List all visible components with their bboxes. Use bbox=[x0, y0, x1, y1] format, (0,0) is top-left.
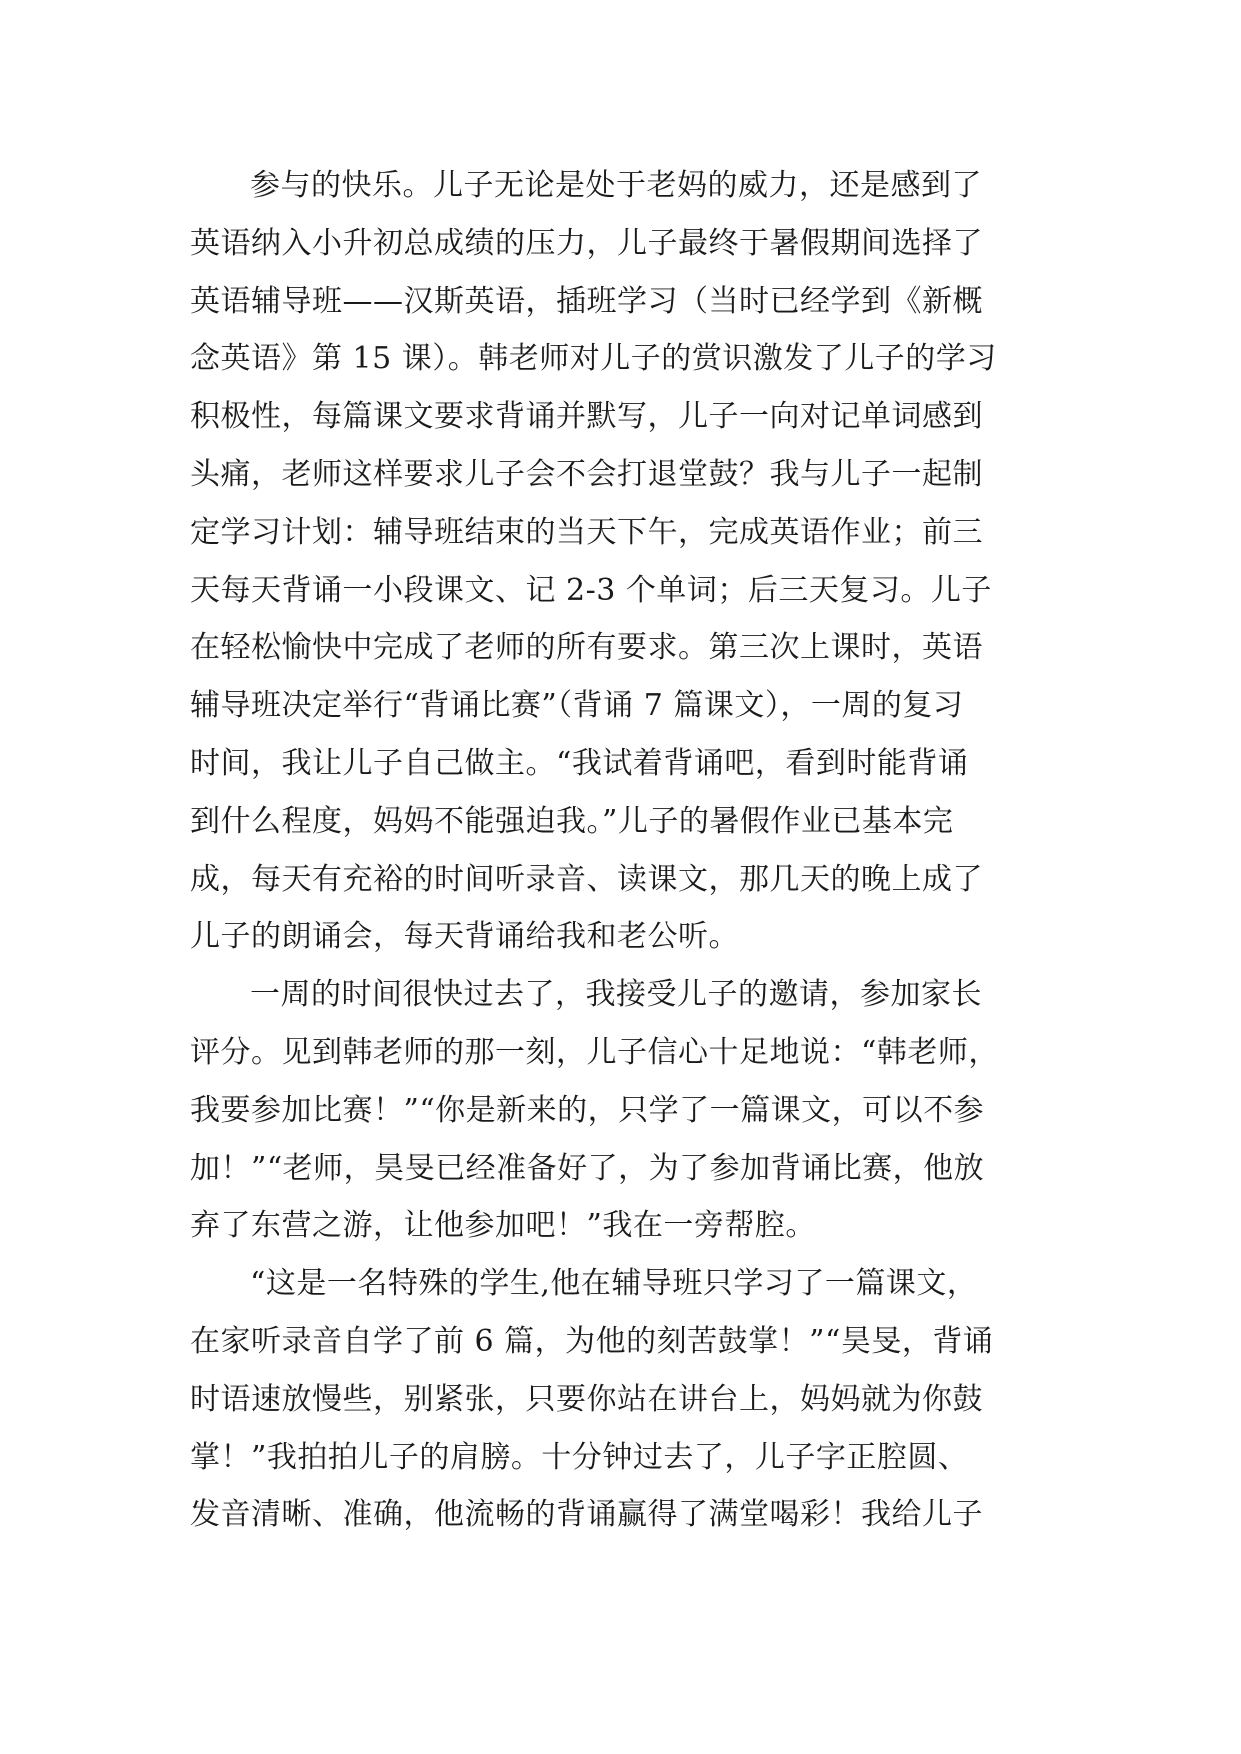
text-line: 发音清晰、准确，他流畅的背诵赢得了满堂喝彩！我给儿子 bbox=[190, 1497, 983, 1533]
text-line: 加！”“老师，昊旻已经准备好了，为了参加背诵比赛，他放 bbox=[190, 1150, 985, 1186]
text-line: 我要参加比赛！”“你是新来的，只学了一篇课文，可以不参 bbox=[190, 1092, 985, 1128]
text-line: 弃了东营之游，让他参加吧！”我在一旁帮腔。 bbox=[190, 1208, 816, 1244]
text-line: 到什么程度，妈妈不能强迫我。”儿子的暑假作业已基本完 bbox=[190, 803, 954, 839]
text-line: 时语速放慢些，别紧张，只要你站在讲台上，妈妈就为你鼓 bbox=[190, 1381, 983, 1417]
text-line: 儿子的朗诵会，每天背诵给我和老公听。 bbox=[190, 919, 739, 955]
text-line: 定学习计划：辅导班结束的当天下午，完成英语作业；前三 bbox=[190, 514, 983, 550]
text-line: 参与的快乐。儿子无论是处于老妈的威力，还是感到了 bbox=[250, 168, 982, 203]
text-line: 评分。见到韩老师的那一刻，儿子信心十足地说：“韩老师， bbox=[190, 1034, 999, 1070]
text-line: 积极性，每篇课文要求背诵并默写，儿子一向对记单词感到 bbox=[190, 399, 983, 435]
text-line: 天每天背诵一小段课文、记 2-3 个单词；后三天复习。儿子 bbox=[190, 572, 992, 608]
text-line: 成，每天有充裕的时间听录音、读课文，那几天的晚上成了 bbox=[190, 861, 983, 897]
text-line: 念英语》第 15 课）。韩老师对儿子的赏识激发了儿子的学习 bbox=[190, 341, 997, 377]
text-line: 时间，我让儿子自己做主。“我试着背诵吧，看到时能背诵 bbox=[190, 745, 969, 781]
text-line: 辅导班决定举行“背诵比赛”（背诵 7 篇课文），一周的复习 bbox=[190, 688, 964, 724]
text-line: 英语辅导班——汉斯英语，插班学习（当时已经学到《新概 bbox=[190, 283, 983, 319]
text-line: “这是一名特殊的学生,他在辅导班只学习了一篇课文， bbox=[250, 1266, 978, 1302]
text-line: 在家听录音自学了前 6 篇，为他的刻苦鼓掌！”“昊旻，背诵 bbox=[190, 1323, 994, 1359]
text-line: 一周的时间很快过去了，我接受儿子的邀请，参加家长 bbox=[250, 977, 982, 1013]
text-line: 在轻松愉快中完成了老师的所有要求。第三次上课时，英语 bbox=[190, 630, 983, 666]
text-line: 英语纳入小升初总成绩的压力，儿子最终于暑假期间选择了 bbox=[190, 225, 983, 261]
text-line: 掌！”我拍拍儿子的肩膀。十分钟过去了，儿子字正腔圆、 bbox=[190, 1439, 969, 1475]
text-line: 头痛，老师这样要求儿子会不会打退堂鼓？我与儿子一起制 bbox=[190, 456, 983, 492]
body-text bbox=[190, 157, 1060, 1544]
